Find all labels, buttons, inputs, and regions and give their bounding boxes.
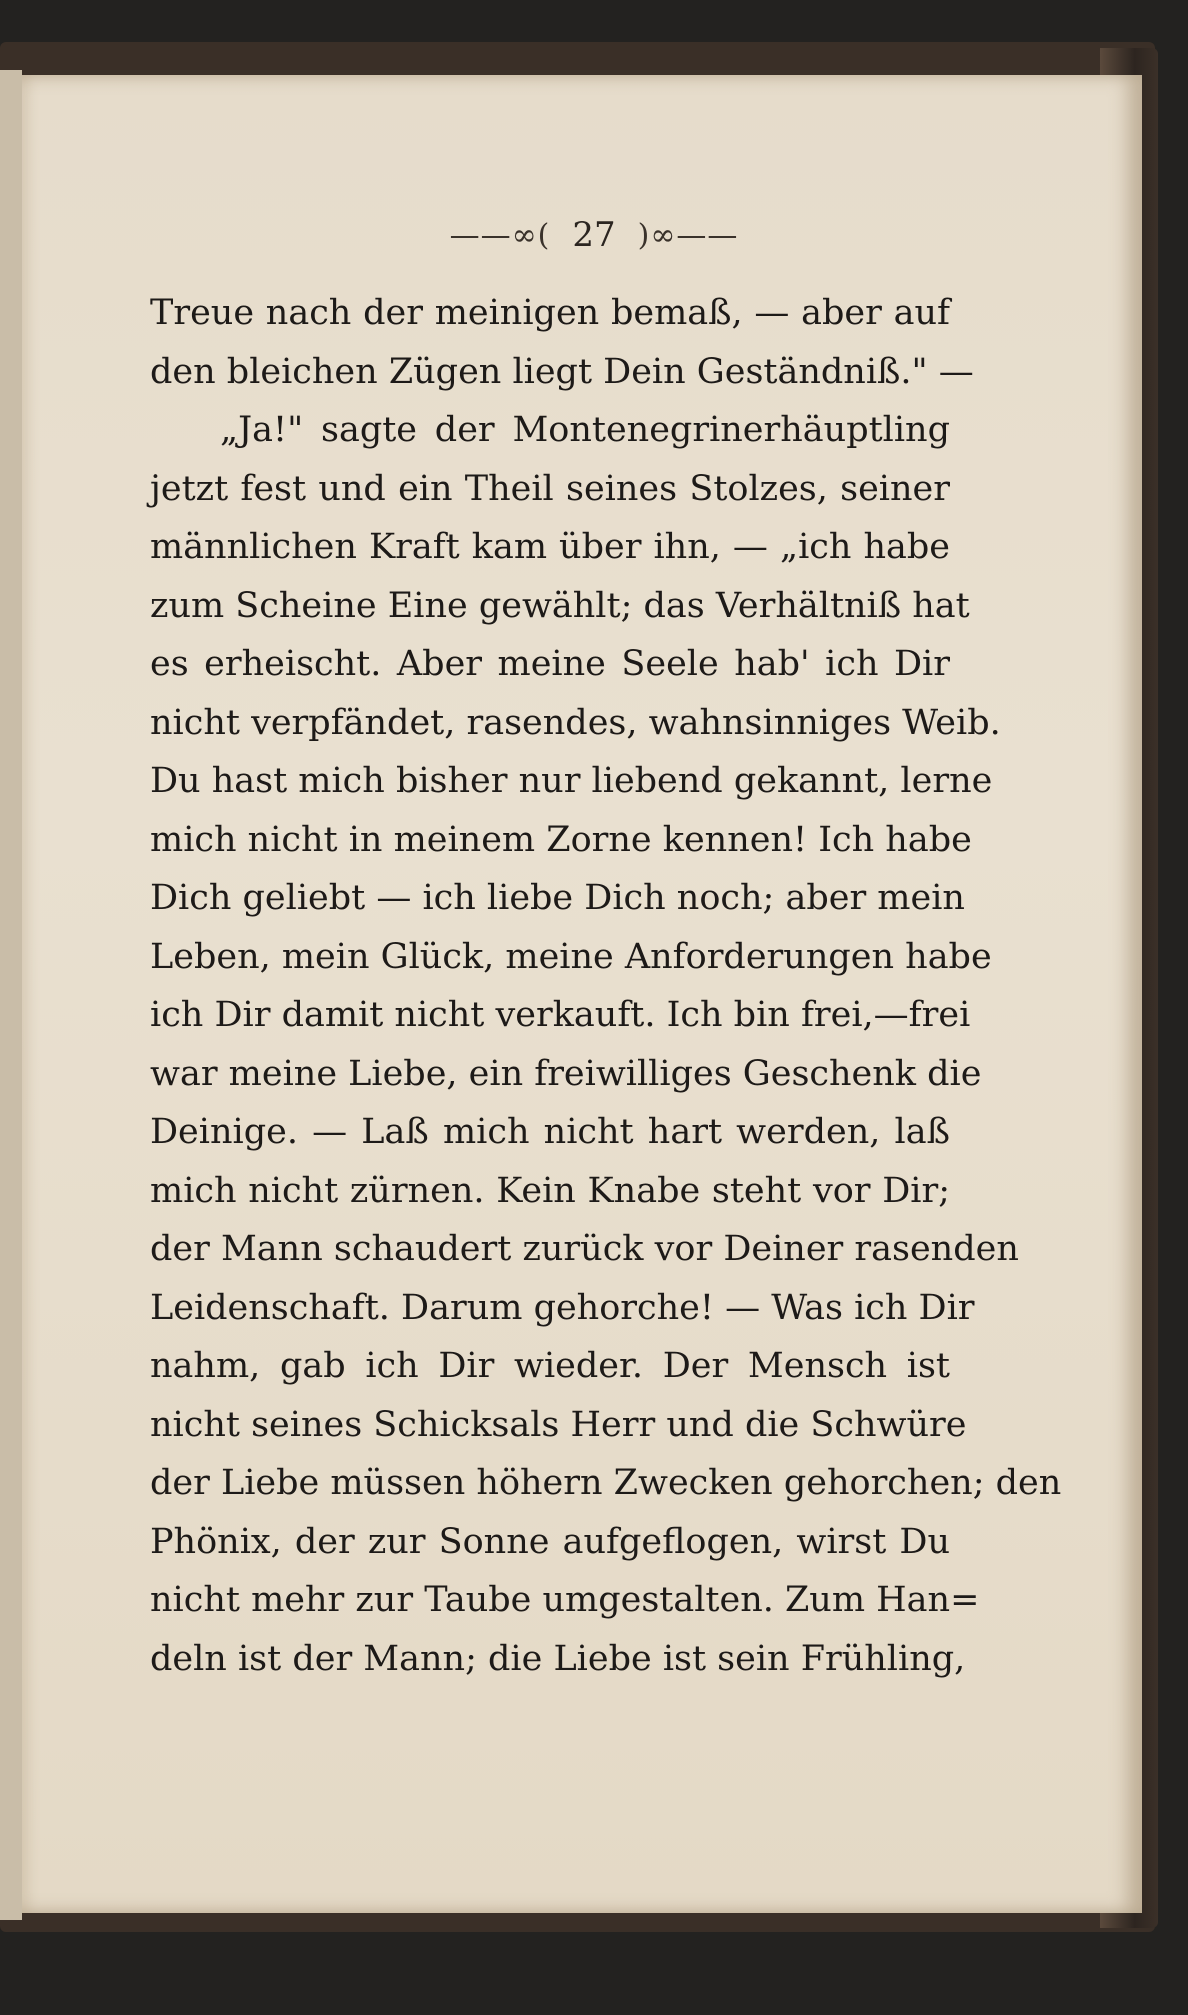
text-line: Deinige. — Laß mich nicht hart werden, laß bbox=[150, 1112, 950, 1152]
text-line: deln ist der Mann; die Liebe ist sein Frühling, bbox=[150, 1638, 966, 1679]
page-gutter-edge bbox=[0, 70, 22, 1920]
body-text bbox=[150, 284, 1062, 1688]
text-line: den bleichen Zügen liegt Dein Geständniß." — bbox=[150, 351, 974, 392]
text-line: „Ja!" sagte der Montenegrinerhäuptling bbox=[220, 410, 950, 450]
text-line: der Mann schaudert zurück vor Deiner rasenden bbox=[150, 1229, 1019, 1269]
text-line: mich nicht zürnen. Kein Knabe steht vor Dir; bbox=[150, 1170, 950, 1211]
ornament-right: )∞—— bbox=[637, 217, 739, 253]
ornament-left: ——∞( bbox=[449, 217, 551, 253]
text-line: Leidenschaft. Darum gehorche! — Was ich Dir bbox=[150, 1287, 975, 1328]
page-number: 27 bbox=[572, 215, 616, 255]
text-line: Dich geliebt — ich liebe Dich noch; aber mein bbox=[150, 878, 965, 918]
text-line: zum Scheine Eine gewählt; das Verhältniß hat bbox=[150, 585, 970, 626]
text-line: männlichen Kraft kam über ihn, — „ich habe bbox=[150, 527, 950, 567]
text-line: Treue nach der meinigen bemaß, — aber auf bbox=[150, 293, 950, 333]
text-line: nahm, gab ich Dir wieder. Der Mensch ist bbox=[150, 1346, 950, 1386]
text-line: Du hast mich bisher nur liebend gekannt, lerne bbox=[150, 761, 993, 801]
text-line: Phönix, der zur Sonne aufgeflogen, wirst Du bbox=[150, 1521, 950, 1562]
text-line: mich nicht in meinem Zorne kennen! Ich habe bbox=[150, 819, 972, 860]
running-head bbox=[0, 210, 1188, 260]
text-line: Leben, mein Glück, meine Anforderungen habe bbox=[150, 936, 992, 977]
text-line: ich Dir damit nicht verkauft. Ich bin frei,—frei bbox=[150, 995, 971, 1035]
text-line: nicht seines Schicksals Herr und die Schwüre bbox=[150, 1404, 967, 1445]
text-line: der Liebe müssen höhern Zwecken gehorchen; den bbox=[150, 1463, 1062, 1503]
text-line: war meine Liebe, ein freiwilliges Geschenk die bbox=[150, 1053, 982, 1094]
text-line: es erheischt. Aber meine Seele hab' ich Dir bbox=[150, 644, 950, 684]
text-line: jetzt fest und ein Theil seines Stolzes, seiner bbox=[150, 468, 950, 509]
text-line: nicht verpfändet, rasendes, wahnsinniges Weib. bbox=[150, 702, 1001, 743]
text-line: nicht mehr zur Taube umgestalten. Zum Han= bbox=[150, 1580, 980, 1620]
